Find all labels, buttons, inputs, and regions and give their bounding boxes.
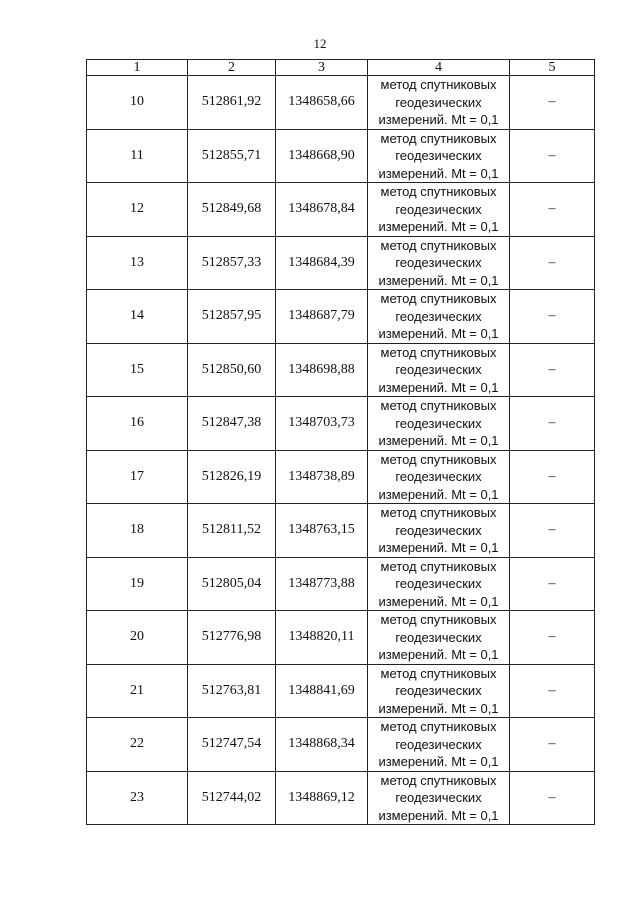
table-row xyxy=(87,397,595,451)
note-cell: – xyxy=(510,129,595,183)
method-cell xyxy=(368,771,510,825)
method-line: геодезических xyxy=(395,629,482,645)
point-number-cell: 10 xyxy=(87,76,188,130)
method-line: измерений. Mt = 0,1 xyxy=(378,379,499,395)
point-number-cell: 20 xyxy=(87,611,188,665)
y-coordinate-cell: 1348773,88 xyxy=(276,557,368,611)
method-line: метод спутниковых xyxy=(380,612,497,627)
method-line: геодезических xyxy=(395,415,482,431)
method-line: метод спутниковых xyxy=(380,451,497,467)
method-cell xyxy=(368,236,510,290)
method-line: геодезических xyxy=(395,576,482,591)
note-cell: – xyxy=(510,611,595,665)
table-header xyxy=(87,60,595,76)
point-number-cell: 13 xyxy=(87,236,188,290)
method-line: метод спутниковых xyxy=(380,558,497,574)
table-row xyxy=(87,129,595,183)
note-cell: – xyxy=(510,183,595,237)
method-line: метод спутниковых xyxy=(380,184,497,199)
table-body xyxy=(87,76,595,825)
method-line: измерений. Mt = 0,1 xyxy=(378,486,499,502)
point-number-cell: 15 xyxy=(87,343,188,397)
header-row xyxy=(87,60,595,76)
y-coordinate-cell: 1348841,69 xyxy=(276,664,368,718)
method-cell xyxy=(368,664,510,718)
method-line: измерений. Mt = 0,1 xyxy=(378,219,499,234)
x-coordinate-cell: 512857,95 xyxy=(188,290,276,344)
x-coordinate-cell: 512747,54 xyxy=(188,718,276,772)
method-line: метод спутниковых xyxy=(380,344,497,360)
x-coordinate-cell: 512826,19 xyxy=(188,450,276,504)
table-row xyxy=(87,290,595,344)
table-row xyxy=(87,611,595,665)
method-line: геодезических xyxy=(395,255,482,270)
method-cell xyxy=(368,611,510,665)
x-coordinate-cell: 512850,60 xyxy=(188,343,276,397)
method-cell xyxy=(368,183,510,237)
point-number-cell: 18 xyxy=(87,504,188,558)
method-line: измерений. Mt = 0,1 xyxy=(378,593,499,609)
header-col-4: 4 xyxy=(368,60,510,76)
note-cell: – xyxy=(510,397,595,451)
method-line: геодезических xyxy=(395,790,482,805)
table-row xyxy=(87,664,595,718)
x-coordinate-cell: 512849,68 xyxy=(188,183,276,237)
point-number-cell: 14 xyxy=(87,290,188,344)
method-line: метод спутниковых xyxy=(380,130,497,146)
table-row xyxy=(87,504,595,558)
method-line: геодезических xyxy=(395,148,482,163)
table-row xyxy=(87,771,595,825)
note-cell: – xyxy=(510,290,595,344)
method-cell xyxy=(368,129,510,183)
x-coordinate-cell: 512861,92 xyxy=(188,76,276,130)
method-line: метод спутниковых xyxy=(380,665,497,681)
method-line: метод спутниковых xyxy=(380,237,497,253)
table-row xyxy=(87,343,595,397)
x-coordinate-cell: 512847,38 xyxy=(188,397,276,451)
table-row xyxy=(87,557,595,611)
x-coordinate-cell: 512857,33 xyxy=(188,236,276,290)
y-coordinate-cell: 1348678,84 xyxy=(276,183,368,237)
method-line: метод спутниковых xyxy=(380,77,497,92)
method-line: геодезических xyxy=(395,201,482,217)
table-row xyxy=(87,76,595,130)
page-number: 12 xyxy=(313,36,327,51)
header-col-5: 5 xyxy=(510,60,595,76)
method-cell xyxy=(368,450,510,504)
point-number-cell: 21 xyxy=(87,664,188,718)
method-line: измерений. Mt = 0,1 xyxy=(378,807,499,823)
y-coordinate-cell: 1348684,39 xyxy=(276,236,368,290)
y-coordinate-cell: 1348658,66 xyxy=(276,76,368,130)
method-line: геодезических xyxy=(395,94,482,110)
y-coordinate-cell: 1348738,89 xyxy=(276,450,368,504)
method-cell xyxy=(368,504,510,558)
point-number-cell: 16 xyxy=(87,397,188,451)
note-cell: – xyxy=(510,718,595,772)
method-line: метод спутниковых xyxy=(380,398,497,413)
method-line: геодезических xyxy=(395,522,482,538)
y-coordinate-cell: 1348869,12 xyxy=(276,771,368,825)
method-line: геодезических xyxy=(395,683,482,698)
method-line: измерений. Mt = 0,1 xyxy=(378,326,499,341)
point-number-cell: 17 xyxy=(87,450,188,504)
x-coordinate-cell: 512763,81 xyxy=(188,664,276,718)
header-col-1: 1 xyxy=(87,60,188,76)
point-number-cell: 11 xyxy=(87,129,188,183)
header-col-2: 2 xyxy=(188,60,276,76)
method-line: геодезических xyxy=(395,308,482,324)
point-number-cell: 22 xyxy=(87,718,188,772)
method-cell xyxy=(368,397,510,451)
coordinates-table xyxy=(86,59,595,825)
method-line: измерений. Mt = 0,1 xyxy=(378,540,499,555)
method-line: метод спутниковых xyxy=(380,291,497,306)
note-cell: – xyxy=(510,236,595,290)
y-coordinate-cell: 1348698,88 xyxy=(276,343,368,397)
method-line: измерений. Mt = 0,1 xyxy=(378,754,499,769)
method-line: измерений. Mt = 0,1 xyxy=(378,700,499,716)
y-coordinate-cell: 1348668,90 xyxy=(276,129,368,183)
point-number-cell: 23 xyxy=(87,771,188,825)
table-row xyxy=(87,236,595,290)
method-cell xyxy=(368,557,510,611)
method-line: геодезических xyxy=(395,469,482,484)
x-coordinate-cell: 512855,71 xyxy=(188,129,276,183)
method-cell xyxy=(368,290,510,344)
note-cell: – xyxy=(510,664,595,718)
x-coordinate-cell: 512811,52 xyxy=(188,504,276,558)
x-coordinate-cell: 512744,02 xyxy=(188,771,276,825)
method-line: измерений. Mt = 0,1 xyxy=(378,433,499,448)
method-line: измерений. Mt = 0,1 xyxy=(378,112,499,127)
table-row xyxy=(87,718,595,772)
table-row xyxy=(87,450,595,504)
method-cell xyxy=(368,718,510,772)
method-line: измерений. Mt = 0,1 xyxy=(378,647,499,662)
note-cell: – xyxy=(510,557,595,611)
y-coordinate-cell: 1348687,79 xyxy=(276,290,368,344)
method-line: измерений. Mt = 0,1 xyxy=(378,165,499,181)
y-coordinate-cell: 1348868,34 xyxy=(276,718,368,772)
method-line: метод спутниковых xyxy=(380,719,497,734)
x-coordinate-cell: 512805,04 xyxy=(188,557,276,611)
note-cell: – xyxy=(510,76,595,130)
note-cell: – xyxy=(510,504,595,558)
note-cell: – xyxy=(510,771,595,825)
note-cell: – xyxy=(510,450,595,504)
method-line: геодезических xyxy=(395,736,482,752)
header-col-3: 3 xyxy=(276,60,368,76)
method-line: геодезических xyxy=(395,362,482,377)
y-coordinate-cell: 1348703,73 xyxy=(276,397,368,451)
y-coordinate-cell: 1348763,15 xyxy=(276,504,368,558)
method-cell xyxy=(368,343,510,397)
table-row xyxy=(87,183,595,237)
method-line: метод спутниковых xyxy=(380,505,497,520)
method-cell xyxy=(368,76,510,130)
point-number-cell: 12 xyxy=(87,183,188,237)
method-line: измерений. Mt = 0,1 xyxy=(378,272,499,288)
note-cell: – xyxy=(510,343,595,397)
x-coordinate-cell: 512776,98 xyxy=(188,611,276,665)
method-line: метод спутниковых xyxy=(380,772,497,788)
y-coordinate-cell: 1348820,11 xyxy=(276,611,368,665)
point-number-cell: 19 xyxy=(87,557,188,611)
